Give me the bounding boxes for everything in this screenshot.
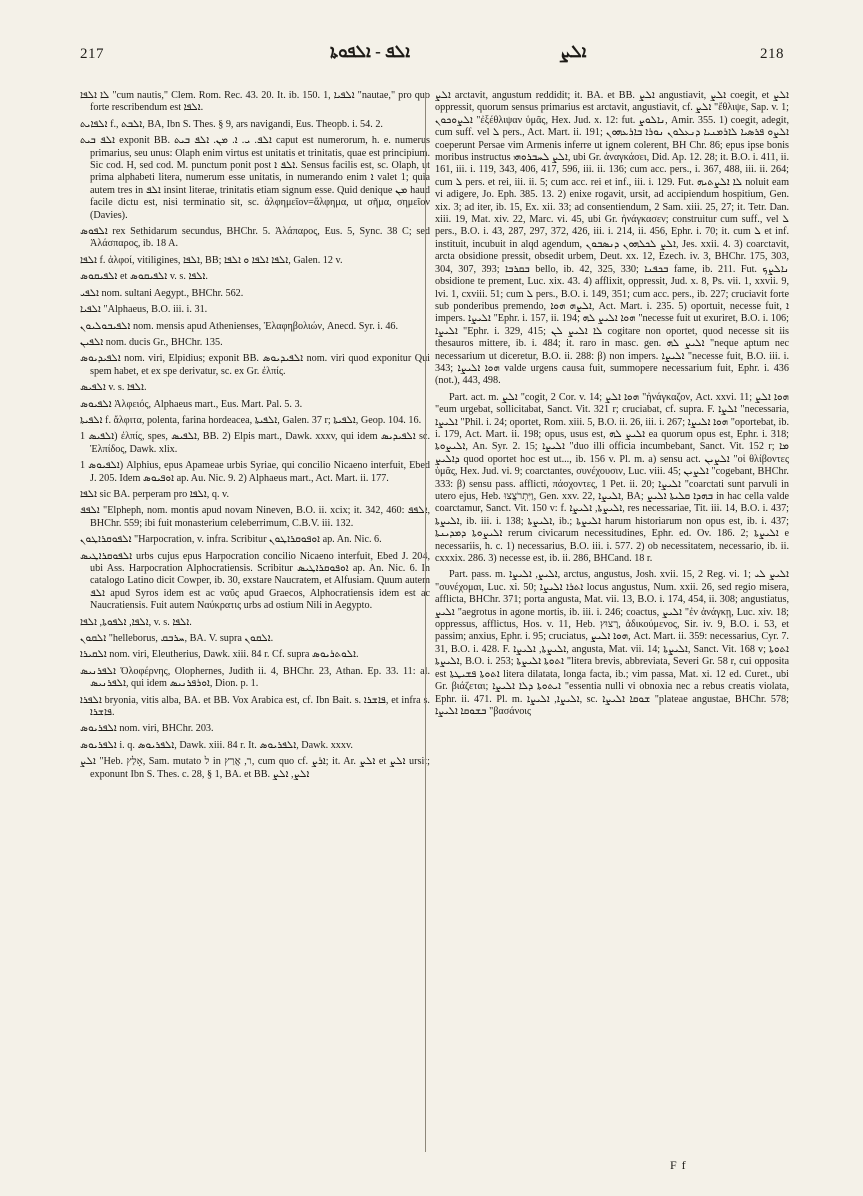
dictionary-entry: ܐܠܦܝܢ nom. ducis Gr., BHChr. 135. — [80, 336, 223, 348]
dictionary-entry: ܐܠܩܘܢ "helleborus, ܚܪܒܩ, BA. V. supra ܐܠܩܘܢ. — [80, 633, 274, 645]
left-page-number: 217 — [80, 46, 104, 62]
right-column — [435, 90, 789, 1150]
dictionary-entry: ܐܠܦܝܩܘܣ et ܐܠܦܝܩܘܣ v. s. ܐܠܦܐ. — [80, 271, 208, 283]
dictionary-entry: Part. act. m. ܐܠܨ "cogit, 2 Cor. v. 14; ܗܘܐ ܐܠܨ "ἠνάγκαζον, Act. xxvi. 11; ܗܘܐ ܐܠܨ "eum urgebat, sollicitabat, Sanct. Vit. 321 r; cruciabat, cf. supra. F. ܐܠܨܐ "necessaria, ܐܠܝܨܐ "Phil. i. 24; oportet, Rom. xiii. 5, B.O. ii. 26, iii. i. 267; ܗܘܐ ܐܠܝܨܐ "oportebat, ib. i. 179, Act. Mart. ii. 198; opus, usus est, ܐܠܝܨ ܠܗ ea quorum opus est, Ephr. i. 318; ܐܠܝܨܘܬܐ, An. Syr. 2. 15; ܐܠܝܨܐ "duo illi officia incumbebant, Sanct. Vit. 152 r; ܡܐ ܕܐܠܝܨ quod oportet hoc est ut..., ib. 156 v. Pl. m. a) sensu act. ܐܠܨܝܢ "οἱ θλίβοντες ὑμᾶς, Hex. Jud. vi. 9; coarctantes, συνέχουσιν, Luc. viii. 45; ܐܠܨܝܢ "cogebant, BHChr. 333: β) sensu pass. afflicti, πάσχοντες, 1 Pet. ii. 20; ܐܠܝܨܐ "coarctati sunt parvuli in utero ejus, Heb. וַיִּתְרֹצֲצוּ, Gen. xxv. 22, ܐܠܝܨܐ, BA; ܒܗܕܐ ܩܠܝܬܐ ܐܠܝܨ in hac cella valde coarctamur, Sanct. Vit. 150 v: f. ܐܠܝܨܬܐ, ܐܠܝܨܐ, res necessariae, Tit. iii. 14, B.O. i. 437; ܐܠܝܨܬܐ, ib. iii. i. 138; ܐܠܝܨܬܐ, ib.; ܐܠܝܨܬܐ harum historiarum non opus est, ib. i. 437; ܐܠܝܨܘܬܐ ܕܡܕܝܢܬܐ rerum civicarum necessitudines, Ephr. ed. Ov. 186. 2; ܐܠܝܨܬܐ e necessariis, h. c. 1) necessarius, B.O. iii. i. 577. 2) ob necessitatem, necessario, ib. ii. cxxxix. 286. 3) necesse est, ib. ii. 286, BHCand. 18 r. — [435, 391, 789, 565]
dictionary-entry: ܐܠܦܐ sic BA. perperam pro ܐܠܦܐ, q. v. — [80, 488, 230, 500]
dictionary-entry: ܐܠܦܐ, ܐܠܦܘܬܐ, ܐܠܦܐ, v. s. ܐܠܦܐ. — [80, 616, 192, 628]
dictionary-entry: ܐܠܦܝܕܝܘܣ nom. viri, Elpidius; exponit BB. ܐܠܦܝܕܝܘܣ nom. viri quod exponitur Qui spem habet, et ex spe derivatur, sc. ex Gr. ἐλπίς. — [80, 353, 430, 377]
dictionary-entry: ܐܠܨ arctavit, angustum reddidit; it. BA. et BB. ܐܠܨ angustiavit, ܐܠܨ coegit, et ܐܠܨ oppressit, quorum sensus primarius est arctavit, angustiavit, cf. ܐܠܨ "ἔθλιψε, Sap. v. 1; ܐܠܨܘܟܘܢ "ἐξέθλιψαν ὑμᾶς, Hex. Jud. x. 12: fut. ܢܐܠܘܨ, Amir. 355. 1) coegit, adegit, cum suff. vel ܠ pers., Act. Mart. ii. 191; ܐܠܨܘ ܦܪܣܝܐ ܠܐܪܡܢܝܐ ܕܢܥܠܘܢ ܢܘܪܐ ܒܐܪܥܗܘܢ coeperunt Persae vim Armenis inferre ut ignem colerent, BH Chr. 86; epus ipse bonis moribus instructus ܐܠܨ ܠܚܒܪܘܗܝ, ubi Gr. ἀναγκάσει, Did. Ap. 12. 28; it. B.O. i. 411, ii. 161, iii. i. 119, 343, 406, 417, 596, iii. ii. 136; cum acc. pers., i. 367, 488, iii. ii. 264; cum ܠ pers. et rei, iii. ii. 5; cum acc. rei et inf., iii. i. 129. Fut. ܠܐ ܐܠܨܬܝܗ noluit eam vi adigere, Jo. Eph. 385. 13. 2) enixe rogavit, ursit, ad accipiendum hospitium, Gen. xix. 3; ad iter, ib. 15, Ex. xii. 33; ad consentiendum, 2 Sam. xiii. 25, 27; it. Tetr. Dan. xiii. 19, Mat. xiv. 22, Marc. vi. 45, ubi Gr. ἠνάγκασεν; construitur cum suff., vel ܠ pers., B.O. i. 43, 287, 297, 372, 426, iii. i. 214, ii. 456, Ephr. i. 70; it. cum ܠ et inf. instituit, incubuit in alqd agendum, ܐܠܨ ܠܟܠܗܘܢ ܕܢܣܒܘܢ, Jes. xxii. 4. 3) coarctavit, arcta obsidione pressit, obsedit urbem, Deut. xx. 12, Ezech. iv. 3, BHChr. 175, 303, 304, 307, 393; ܒܩܪܒܐ bello, ib. 42, 325, 330; ܒܟܦܢܐ fame, ib. 211. Fut. ܢܐܠܨܟ obsidione te prement, Luc. xix. 43. 4) afflixit, oppressit, Jud. x. 8, Ps. vii. 1, xxvii. 9, lvi. 1, cxviii. 51; cum ܠ pers., B.O. i. 149, 351; cum acc. pers., ib. 227; cruciavit forte sub ponderibus premendo, ܐܠܨܗ ܗܘܐ, Act. Mart. i. 235. 5) oportuit, necesse fuit, ܐ impers. ܐܠܝܨܐ "Ephr. i. 157, ii. 194; ܗܘܐ ܐܠܝܨ ܠܗ "necesse fuit ut exuriret, B.O. i. 106; ܐܠܝܨܐ "Ephr. i. 329, 415; ܠܐ ܐܠܝܨ ܠܢ cogitare non oportet, quod necesse sit iis thesauros mittere, ib. i. 484; it. raro in masc. gen. ܐܠܝܨ ܠܗ "neque aptum nec necessarium ut diceretur, B.O. ii. 288: β) non impers. ܐܠܝܨܐ "necesse fuit, B.O. iii. i. 343; ܗܘܐ ܐܠܝܨܐ valde urgens causa fuit, summopere necessarium fuit, Ephr. i. 436 (not.), 443, 498. — [435, 90, 789, 387]
dictionary-entry: ܐܠܦ ܒܝܬ exponit BB. ܐܠܦ. ܝ. ܐ. ܡܢ. ܐܠܦ ܒܝܬ caput est numerorum, h. e. numerus primarius, seu unus: Olaph enim virtus est unitatis et trinitatis, quae est principium. Sic cod. H, sed cod. M. punctum ponit post ܐܠܦ ܐ. Sensus facilis est, sc. Olaph, ut prima alphabeti litera, numerum esse unitatis, in numerando enim ܐ valet 1; quia autem tres in ܐܠܦ insint literae, trinitatis etiam signum esse. Quid denique ܡܢ haud facile dictu est, nisi terminatio sit, sc. ἀλφημεῖον=ἄλφημα, ut σῆμα, σημεῖον (Davies). — [80, 135, 430, 221]
dictionary-entry: ܐܠܦܪܝܘܣ i. q. ܐܠܦܪܝܘܣ, Dawk. xiii. 84 r. It. ܐܠܦܪܝܘܣ, Dawk. xxxv. — [80, 739, 353, 751]
left-column — [80, 90, 430, 1150]
dictionary-entry: ܐܠܦܝܘܣ Ἀλφειός, Alphaeus mart., Eus. Mart. Pal. 5. 3. — [80, 398, 303, 410]
dictionary-entry: ܐܠܦܝܐ "Alphaeus, B.O. iii. i. 31. — [80, 304, 208, 316]
signature-mark: F f — [670, 1158, 687, 1172]
dictionary-entry: ܐܠܩܝܪܐ nom. viri, Eleutherius, Dawk. xiii. 84 r. Cf. supra ܐܠܘܬܪܝܘܣ. — [80, 649, 359, 661]
dictionary-entry: ܐܠܦܝܘܣ 1) Alphius, epus Apameae urbis Syriae, qui concilio Nicaeno interfuit, Ebed J. 205. Idem ܐܘܦܝܘܣ ap. Au. Nic. 9. 2) Alphaeus mart., Act. Mart. ii. 177. — [80, 460, 430, 484]
dictionary-entry: ܐܠܦܐ f. ἀλφοί, vitiligines, ܐܠܦܐ, BB; ܐܠܦܐ ܐܠܦܐ ܘ ܐܠܦܐ, Galen. 12 v. — [80, 254, 343, 266]
dictionary-entry: ܠܐ ܐܠܦܐ "cum nautis," Clem. Rom. Rec. 43. 20. It. ib. 150. 1, ܐܠܦܝܐ "nautae," pro quo forte rescribendum est ܐܠܦܐ. — [80, 90, 430, 114]
dictionary-entry: ܐܠܦܦ "Elpheph, nom. montis apud novam Nineven, B.O. ii. xcix; it. 342, 460: ܐܠܦܦ, BHChr. 559; ibi fuit monasterium celeberrimum, C.B.V. iii. 132. — [80, 505, 430, 529]
right-page-number: 218 — [760, 46, 784, 62]
dictionary-entry: ܐܠܦܘܩܪܐܛܘܢ "Harpocration, v. infra. Scribitur ܐܘܦܘܩܪܐܛܘܢ ap. An. Nic. 6. — [80, 534, 382, 546]
dictionary-entry: ܐܠܦܪܝܘܣ nom. viri, BHChr. 203. — [80, 723, 214, 735]
dictionary-entry: ܐܠܦܪܐ bryonia, vitis alba, BA. et BB. Vox Arabica est, cf. Ibn Bait. s. ܦܐܫܪܐ, et infra s. ܦܐܫܪܐ. — [80, 694, 430, 719]
right-running-head: ܐܠܨ — [560, 42, 587, 61]
dictionary-entry: ܐܠܦܘܩܪܐܛܝܣ urbs cujus epus Harpocration concilio Nicaeno interfuit, Ebed J. 204, ubi Ass. Harpocration Alphocratiensis. Scribitur ܐܘܦܘܩܪܐܛܝܣ ap. An. Nic. 6. In catalogo Latino dicit Cowper, ib. 30, exstare Naucratem, et Alfusiam. Quum autem ܐܠܦ apud Syros idem est ac ναῦς apud Graecos, Alphocratiensis idem est ac Naucratiensis. Fuit autem Ναύκρατις urbs ad ostium Nili in Aegypto. — [80, 550, 430, 612]
dictionary-entry: ܐܠܦܝܬܐ f. ἄλφιτα, polenta, farina hordeacea, ܐܠܦܝܬܐ, Galen. 37 r; ܐܠܦܝܬܐ, Geop. 104. 16. — [80, 414, 422, 426]
dictionary-entry: ܐܠܦܐܝܬ f., ܐܠܒܬ, BA, Ibn S. Thes. § 9, ars navigandi, Eus. Theopb. i. 54. 2. — [80, 118, 383, 130]
page-header — [0, 40, 863, 74]
column-divider — [425, 92, 426, 1152]
dictionary-entry: ܐܠܦܘܣ rex Sethidarum secundus, BHChr. 5. Ἀλάπαρος, Eus. 5, Sync. 38 C; sed Ἀλάσπαρος, ib. 18 A. — [80, 226, 430, 250]
dictionary-entry: ܐܠܦܝܣ v. s. ܐܠܦܐ. — [80, 382, 147, 394]
dictionary-entry: ܐܠܦܝܣ 1) ἐλπίς, spes, ܐܠܦܝܣ, BB. 2) Elpis mart., Dawk. xxxv, qui idem ܐܠܦܝܕܝܣ sc. Ἐλπίδος, Dawk. xlix. — [80, 431, 430, 455]
left-running-head: ܐܠܦ - ܐܠܦܘܬܐ — [330, 42, 411, 61]
dictionary-entry: ܐܠܦܪܢܝܣ Ὀλοφέρνης, Olophernes, Judith ii. 4, BHChr. 23, Athan. Ep. 33. 11: al. ܐܠܦܪܢܝܣ, qui idem ܐܘܪܦܪܢܝܣ, Dion. p. 1. — [80, 665, 430, 690]
dictionary-entry: ܐܠܦܝܒܘܠܝܘܢ nom. mensis apud Athenienses, Ἐλαφηβολιών, Anecd. Syr. i. 46. — [80, 320, 399, 332]
dictionary-entry: ܐܠܦܝ nom. sultani Aegypt., BHChr. 562. — [80, 287, 244, 299]
dictionary-entry: ܐܠܨ "Heb. אָלַץ, Sam. mutato ל in ר, אֲרַץ, cum quo cf. ܐܪܨ; it. Ar. ܐܠܨ et ܐܠܨ ursit; exponunt Ibn S. Thes. c. 28, § 1, BA. et BB. ܐܠܨ, ܐܠܨ — [80, 756, 430, 780]
dictionary-entry: Part. pass. m. ܐܠܝܨ, ܐܠܝܨܐ, arctus, angustus, Josh. xvii. 15, 2 Reg. vi. 1; ܐܠܝܨ ܠܝ "συνέχομαι, Luc. xi. 50; ܐܬܪܐ ܐܠܝܨܐ locus angustus, Num. xxii. 26, sed regio misera, afflicta, BHChr. 371; porta angusta, Mat. vii. 13, B.O. i. 174, 454, ii. 308; angustiatus, ܐܠܝܨ "aegrotus in agone mortis, ib. iii. i. 246; coactus, ܐܠܝܨ "ἐν ἀνάγκῃ, Luc. xiv. 18; oppressus, afflictus, Hos. v. 11, Heb. רָצוּץ, ἀδικούμενος, Sir. iv. 9, B.O. i. 53, et passim; anxius, Ephr. i. 95; cruciatus, ܗܘܐ ܐܠܝܨ, Act. Mart. ii. 359: necessarius, Cyr. 7. 31, B.O. i. 428. F. ܐܠܝܨܬܐ, ܐܠܝܨܐ, angusta, Mat. vii. 14; ܐܠܝܨܬܐ, Sanct. Vit. 168 v; ܐܬܘܬܐ ܐܠܝܨܬܐ, B.O. i. 253; ܐܬܘܬܐ ܐܠܝܨܬܐ "litera brevis, abbreviata, Severi Gr. 58 r, cui opposita est ܐܬܘܬܐ ܦܫܝܛܬܐ litera dilatata, longa facta, ib.; vim passa, Mat. xi. 12 ed. Curet., ubi Gr. βιάζεται; ܐܝܬܘܬܐ ܕܠܐ ܐܠܝܨܐ "essentia nulli vi obnoxia nec a rebus creatis violata, Ephr. ii. 471. Pl. m. ܐܠܝܨܐ, ܐܠܝܨܐ, sc. ܫܘܩܐ ܐܠܝܨܐ "plateae angustae, BHChr. 578; ܒܫܘܩܐ ܐܠܝܨܐ "βασάνοις — [435, 569, 789, 717]
